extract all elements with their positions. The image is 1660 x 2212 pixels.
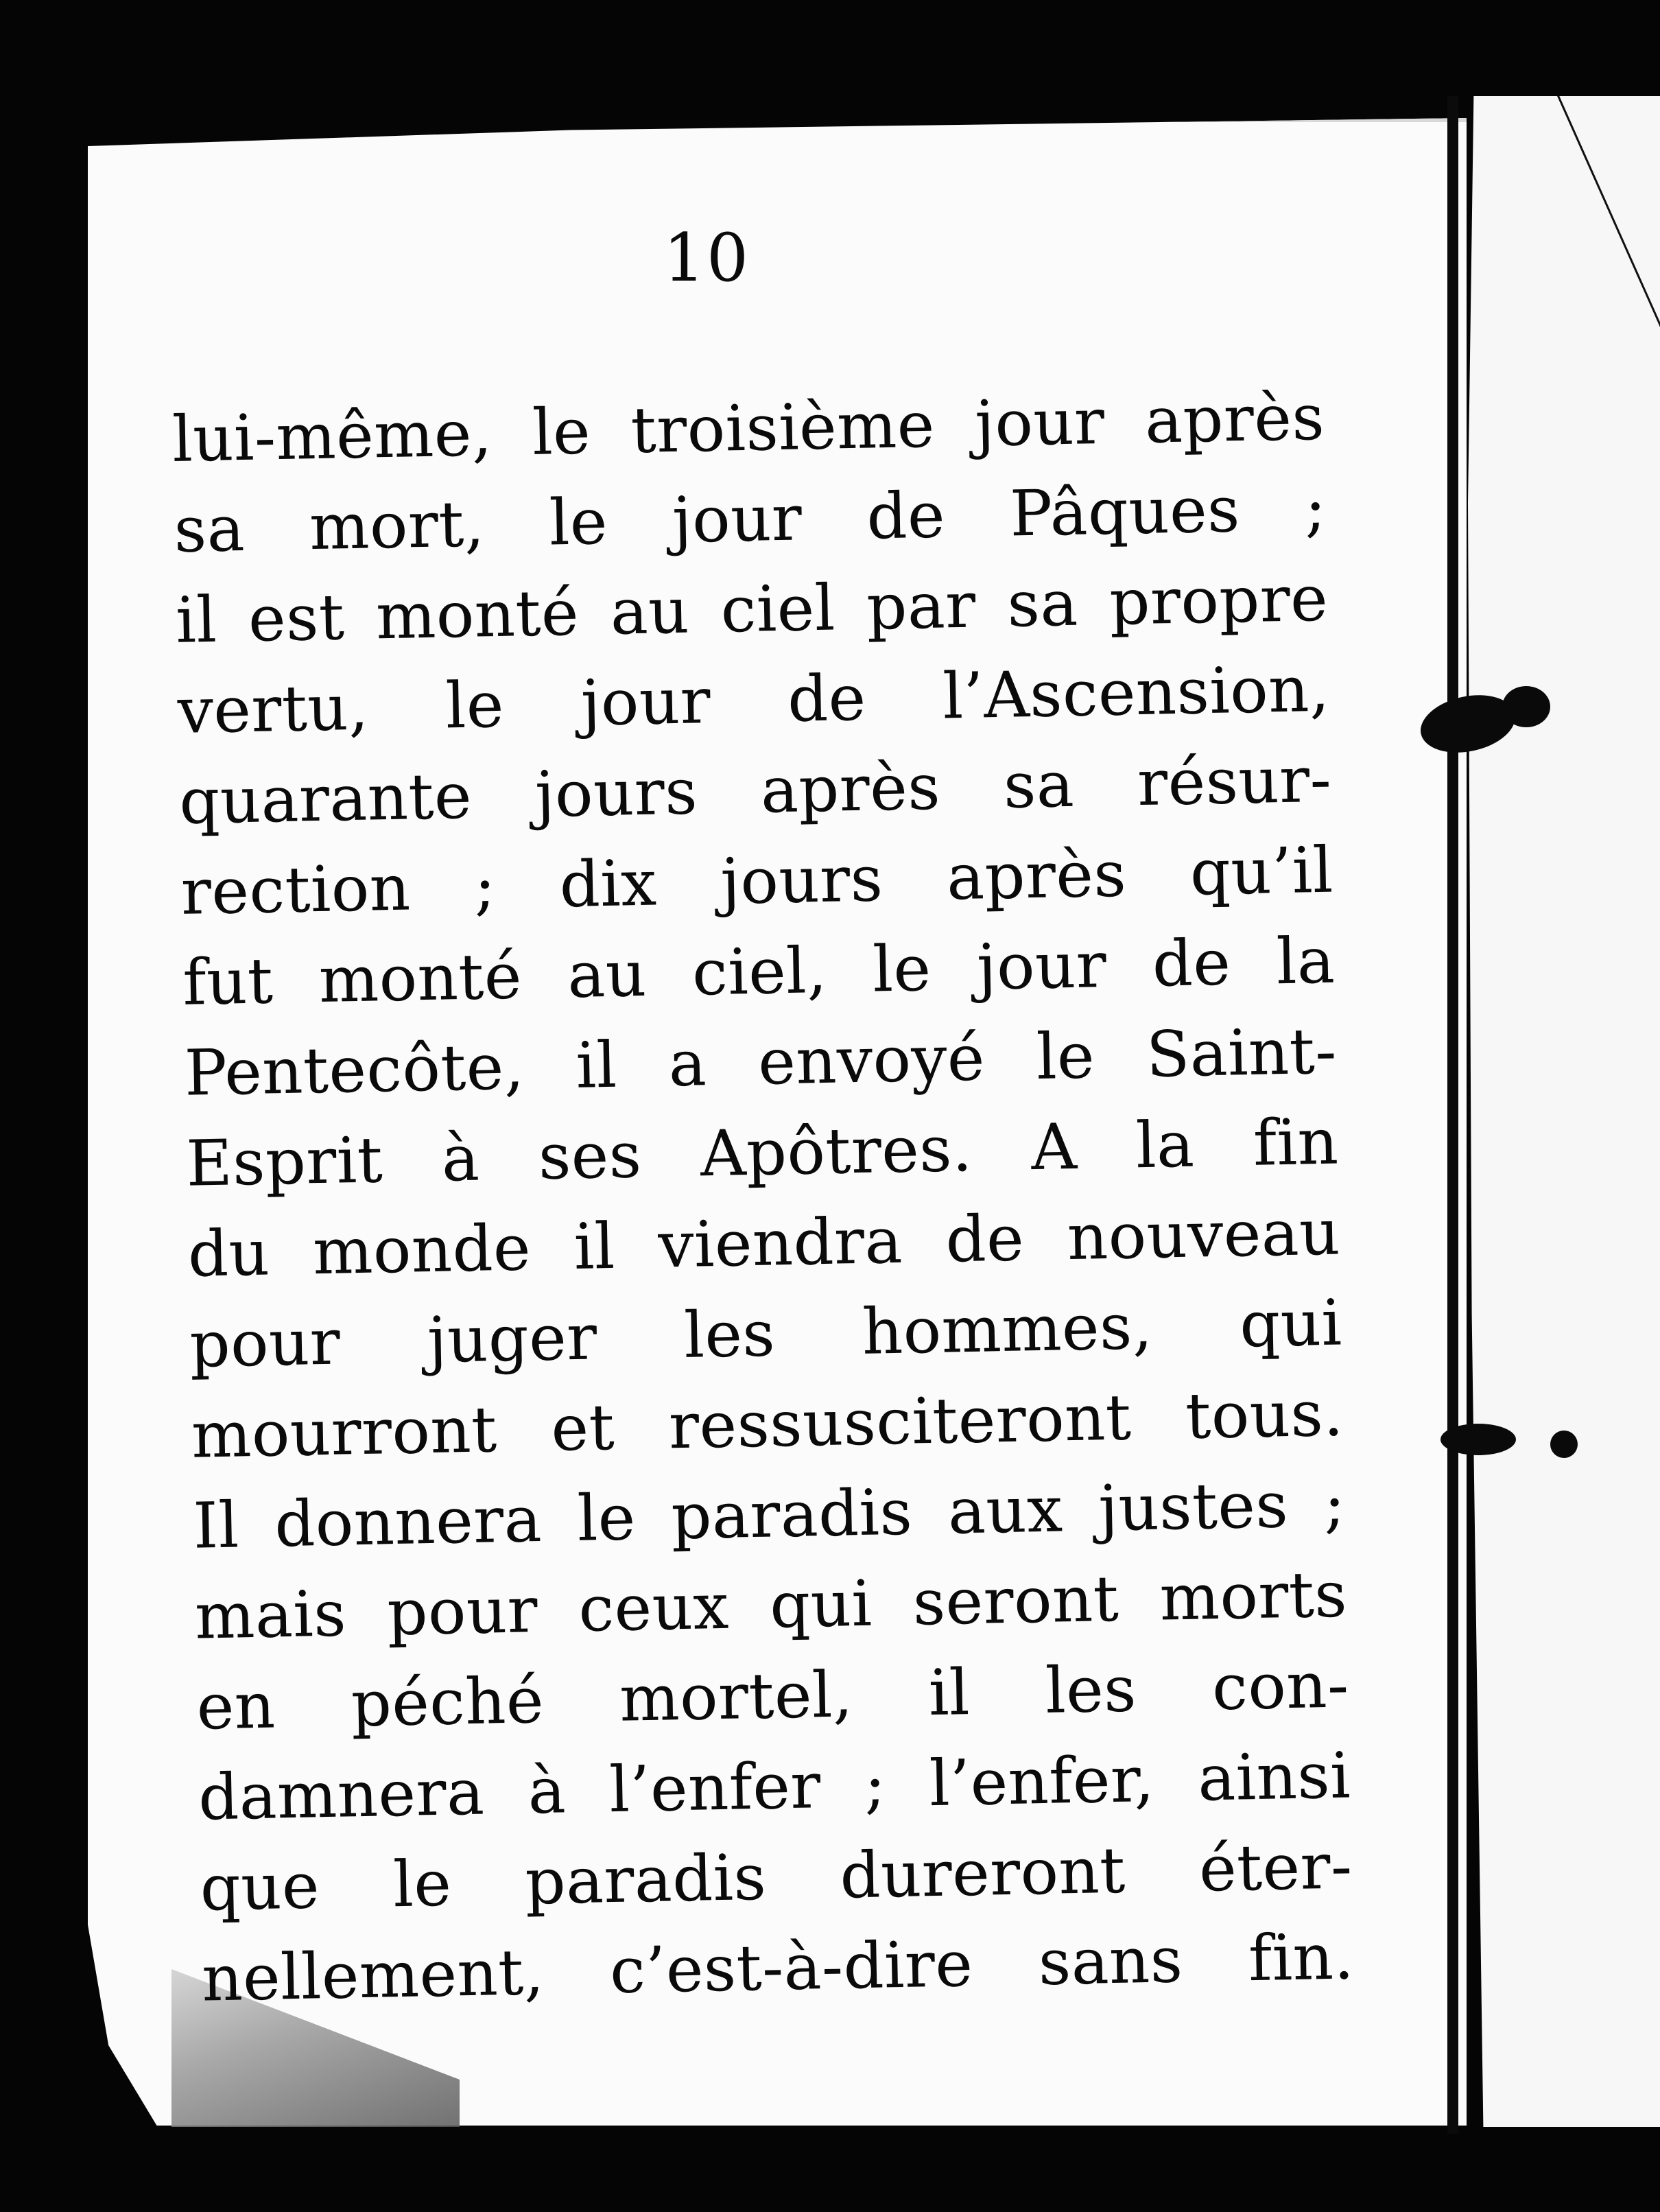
text-line: damnera à l’enfer ; l’enfer, ainsi — [198, 1739, 1351, 1835]
text-line: Pentecôte, il a envoyé le Saint- — [183, 1014, 1338, 1110]
text-line: en péché mortel, il les con- — [195, 1648, 1350, 1744]
text-line: rection ; dix jours après qu’il — [180, 833, 1334, 929]
text-line: quarante jours après sa résur- — [178, 742, 1333, 838]
page-text — [171, 373, 1355, 2025]
text-line: lui-même, le troisième jour après — [171, 380, 1325, 476]
book-spine — [1447, 96, 1458, 2134]
text-line: du monde il viendra de nouveau — [187, 1195, 1341, 1291]
text-line: fut monté au ciel, le jour de la — [182, 923, 1336, 1020]
text-line: pour juger les hommes, qui — [189, 1286, 1343, 1382]
binding-thread-knot — [1440, 1424, 1516, 1455]
binding-thread-knot — [1502, 686, 1550, 727]
text-line: Esprit à ses Apôtres. A la fin — [185, 1105, 1340, 1201]
text-line: il est monté au ciel par sa propre — [175, 561, 1329, 657]
text-line: nellement, c’est-à-dire sans fin. — [201, 1920, 1355, 2016]
text-line: mourront et ressusciteront tous. — [191, 1376, 1344, 1472]
text-line: sa mort, le jour de Pâques ; — [173, 471, 1327, 567]
binding-thread-knot — [1550, 1431, 1578, 1458]
facing-page — [1468, 96, 1660, 2127]
text-line: vertu, le jour de l’Ascension, — [176, 652, 1331, 748]
text-line: Il donnera le paradis aux justes ; — [192, 1467, 1347, 1563]
text-line: mais pour ceux qui seront morts — [194, 1557, 1348, 1654]
text-line: que le paradis dureront éter- — [199, 1829, 1353, 1925]
page-number: 10 — [663, 220, 750, 296]
